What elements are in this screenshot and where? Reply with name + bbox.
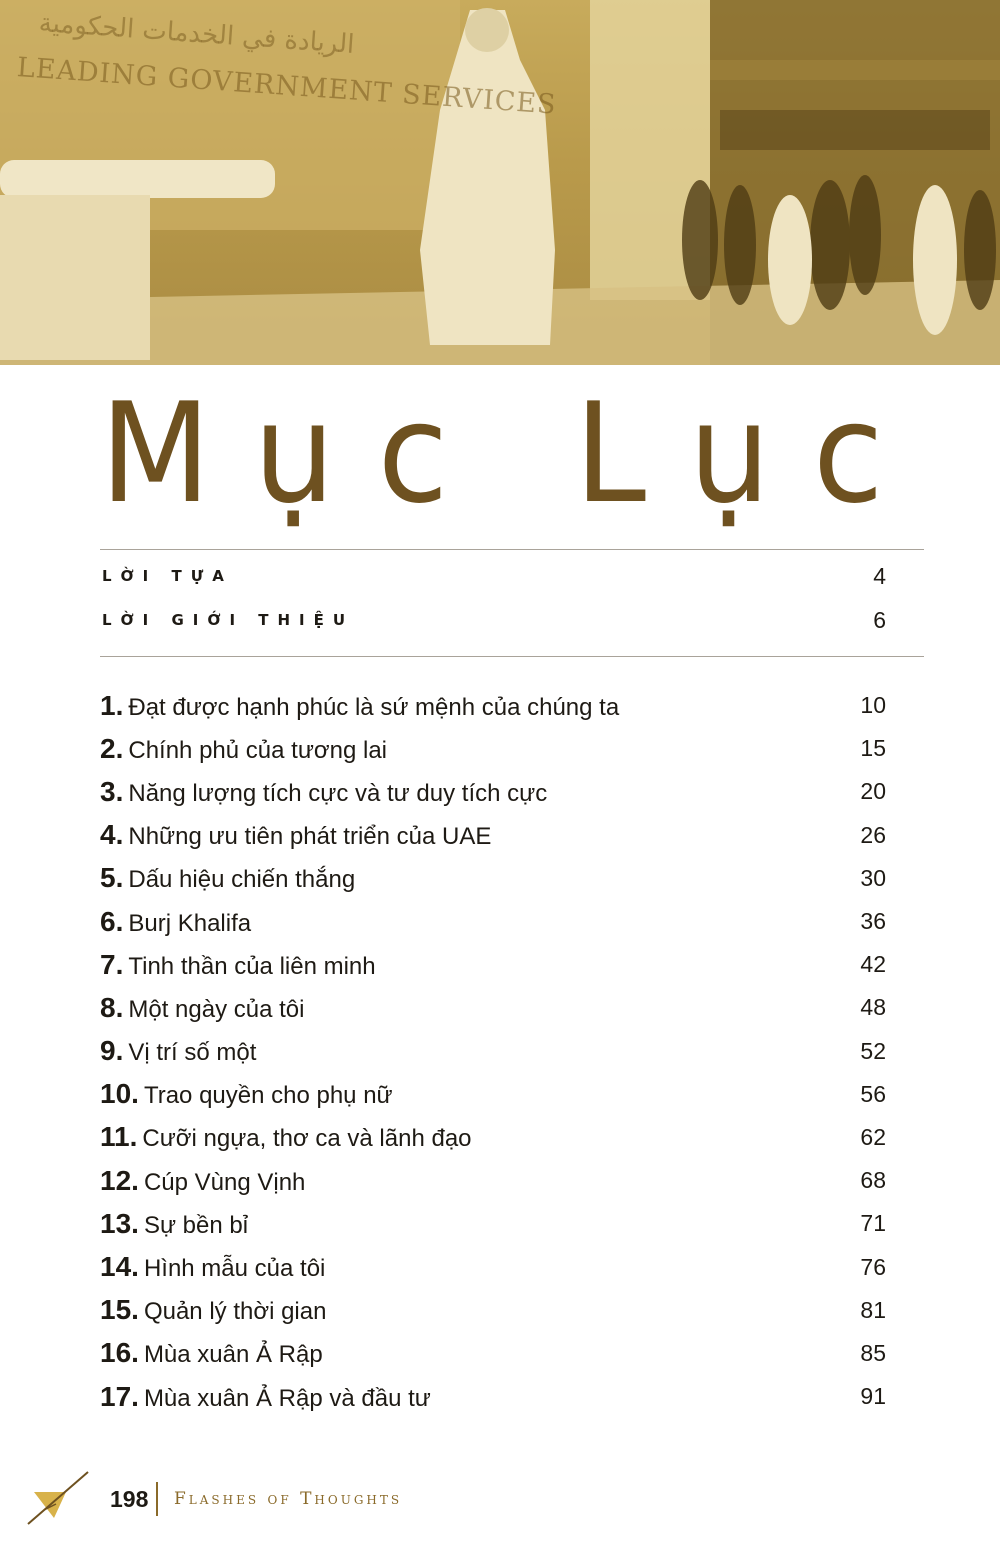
chapter-number: 7. [100,948,124,980]
front-matter-label: LỜI GIỚI THIỆU [102,611,355,629]
chapter-entry[interactable] [100,727,886,770]
chapter-page: 42 [860,951,886,978]
chapter-page: 10 [860,692,886,719]
chapter-entry[interactable] [100,900,886,943]
chapter-title: Hình mẫu của tôi [143,1255,326,1283]
chapter-number: 15. [100,1294,139,1326]
divider-bottom [100,656,924,657]
front-matter-item[interactable] [102,607,886,633]
chapter-number: 10. [100,1078,139,1110]
front-matter-page: 4 [873,562,886,589]
chapter-entry[interactable] [100,1073,886,1116]
photo-banner-arabic: الريادة في الخدمات الحكومية [37,8,356,60]
chapter-number: 9. [100,1035,124,1067]
chapter-title: Quản lý thời gian [143,1298,327,1326]
chapter-entry[interactable] [100,770,886,813]
chapter-entry[interactable] [100,1202,886,1245]
chapter-title: Vị trí số một [128,1039,257,1067]
chapter-entry[interactable] [100,1245,886,1288]
chapter-title: Mùa xuân Ả Rập và đầu tư [143,1384,431,1412]
front-matter-label: LỜI TỰA [102,567,233,585]
chapter-title: Cưỡi ngựa, thơ ca và lãnh đạo [142,1125,472,1153]
header-photo [0,0,1000,365]
chapter-number: 11. [100,1121,138,1153]
chapter-page: 62 [860,1123,886,1150]
chapter-page: 76 [860,1253,886,1280]
chapter-number: 6. [100,905,124,937]
chapter-page: 48 [860,994,886,1021]
chapter-entry[interactable] [100,986,886,1029]
chapter-number: 2. [100,732,124,764]
chapter-page: 85 [860,1339,886,1366]
chapter-entry[interactable] [100,814,886,857]
chapter-entry[interactable] [100,1375,886,1418]
chapter-page: 26 [860,821,886,848]
chapter-entry[interactable] [100,1030,886,1073]
chapter-entry[interactable] [100,1289,886,1332]
chapter-title: Cúp Vùng Vịnh [143,1168,306,1196]
footer-book-title: Flashes of Thoughts [174,1489,403,1509]
chapter-title: Tinh thần của liên minh [128,952,376,980]
chapter-page: 30 [860,864,886,891]
footer-page-number: 198 [110,1486,149,1512]
divider-top [100,549,924,550]
front-matter-page: 6 [873,606,886,633]
chapter-page: 52 [860,1037,886,1064]
footer-divider [156,1482,158,1516]
chapter-number: 17. [100,1380,139,1412]
chapter-title: Năng lượng tích cực và tư duy tích cực [128,779,548,807]
chapter-number: 8. [100,991,124,1023]
page-title: Mục Lục [100,373,927,534]
chapter-page: 20 [860,778,886,805]
chapter-number: 3. [100,775,124,807]
chapter-entry[interactable] [100,857,886,900]
chapter-title: Burj Khalifa [128,909,252,937]
chapter-title: Sự bền bỉ [143,1211,249,1239]
chapter-page: 56 [860,1080,886,1107]
chapter-title: Mùa xuân Ả Rập [143,1341,323,1369]
chapter-entry[interactable] [100,1332,886,1375]
chapter-page: 71 [860,1210,886,1237]
chapter-page: 68 [860,1167,886,1194]
chapter-number: 1. [100,689,124,721]
chapter-title: Đạt được hạnh phúc là sứ mệnh của chúng ta [128,693,620,721]
photo-banner-text: LEADING GOVERNMENT SERVICES [15,52,558,121]
chapter-title: Dấu hiệu chiến thắng [128,866,356,894]
chapter-entry[interactable] [100,1116,886,1159]
chapter-entry[interactable] [100,943,886,986]
chapter-list [100,684,886,1418]
chapter-number: 14. [100,1251,139,1283]
chapter-title: Trao quyền cho phụ nữ [143,1082,393,1110]
chapter-title: Những ưu tiên phát triển của UAE [128,823,492,851]
chapter-title: Một ngày của tôi [128,995,305,1023]
photo-illustration [0,0,1000,365]
chapter-number: 12. [100,1164,139,1196]
page-footer [26,1470,486,1526]
chapter-page: 15 [860,735,886,762]
chapter-entry[interactable] [100,684,886,727]
chapter-page: 36 [860,908,886,935]
chapter-page: 91 [860,1383,886,1410]
front-matter-item[interactable] [102,563,886,589]
feather-icon [26,1470,96,1526]
chapter-number: 13. [100,1207,139,1239]
chapter-title: Chính phủ của tương lai [128,736,387,764]
chapter-page: 81 [860,1296,886,1323]
chapter-number: 16. [100,1337,139,1369]
chapter-number: 4. [100,819,124,851]
chapter-number: 5. [100,862,124,894]
chapter-entry[interactable] [100,1159,886,1202]
